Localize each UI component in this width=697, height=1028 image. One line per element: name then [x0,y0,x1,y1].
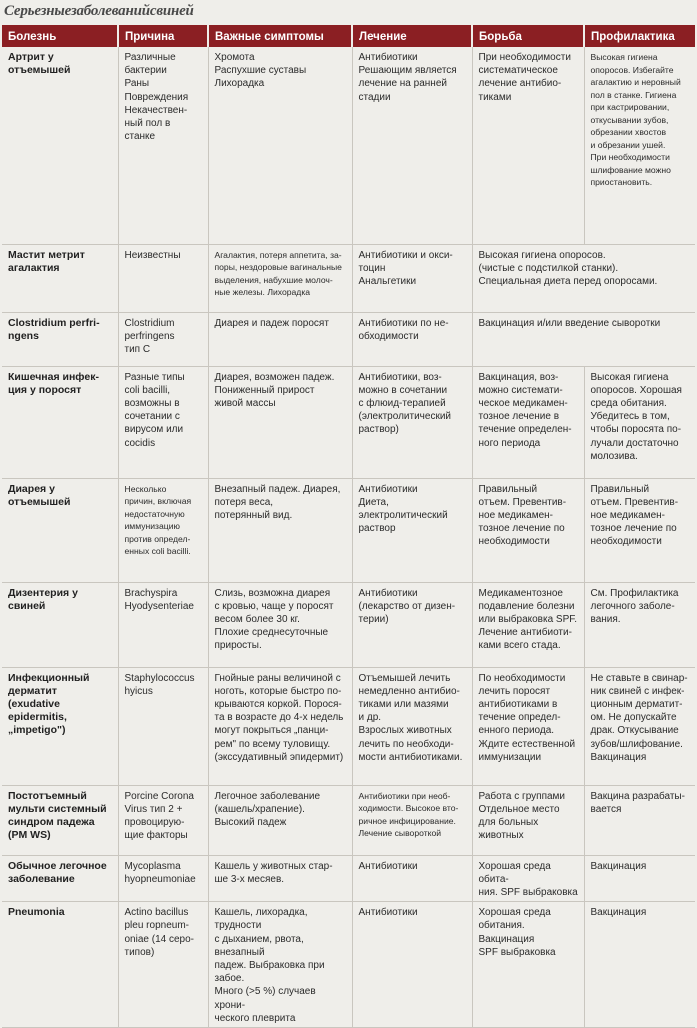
control-cell: При необходимости систематическое лечение антибио- тиками [472,47,584,244]
header-control: Борьба [472,25,584,47]
treatment-cell: Антибиотики Диета, электролитический раствор [352,478,472,582]
disease-cell: Инфекционный дерматит (exudative epidermitis, „impetigo") [2,667,118,785]
control-cell: Вакцинация и/или введение сыворотки [472,312,695,366]
disease-cell: Pneumonia [2,902,118,1028]
header-disease: Болезнь [2,25,118,47]
symptoms-cell: Хромота Распухшие суставы Лихорадка [208,47,352,244]
control-cell: Работа с группами Отдельное место для больных животных [472,785,584,855]
symptoms-cell: Диарея и падеж поросят [208,312,352,366]
control-cell: По необходимости лечить поросят антибиотиками в течение определ- енного периода. Ждите естественной иммунизации [472,667,584,785]
prevention-cell: Вакцинация [584,902,695,1028]
prevention-cell: Высокая гигиена опоросов. Хорошая среда обитания. Убедитесь в том, чтобы поросята по- лучали достаточно молозива. [584,366,695,478]
symptoms-cell: Внезапный падеж. Диарея, потеря веса, потерянный вид. [208,478,352,582]
treatment-cell: Антибиотики [352,855,472,902]
treatment-cell: Антибиотики, воз- можно в сочетании с флюид-терапией (электролитический раствор) [352,366,472,478]
table-row [2,785,695,855]
prevention-cell: Правильный отъем. Превентив- ное медикамен- тозное лечение по необходимости [584,478,695,582]
treatment-cell: Антибиотики и окси- тоцин Анальгетики [352,244,472,312]
cause-cell: Clostridium perfringens тип С [118,312,208,366]
table-row [2,855,695,902]
control-cell: Хорошая среда обита- ния. SPF выбраковка [472,855,584,902]
header-row [2,25,695,47]
table-row [2,366,695,478]
table-row [2,47,695,244]
symptoms-cell: Агалактия, потеря аппетита, за- поры, нездоровые вагинальные выделения, набухшие молоч- ные железы. Лихорадка [208,244,352,312]
control-cell: Высокая гигиена опоросов. (чистые с подстилкой станки). Специальная диета перед опоросами. [472,244,695,312]
disease-cell: Мастит метрит агалактия [2,244,118,312]
prevention-cell: См. Профилактика легочного заболе- вания. [584,582,695,667]
control-cell: Медикаментозное подавление болезни или выбраковка SPF. Лечение антибиоти- ками всего стада. [472,582,584,667]
symptoms-cell: Слизь, возможна диарея с кровью, чаще у поросят весом более 30 кг. Плохие среднесуточные приросты. [208,582,352,667]
disease-cell: Дизентерия у свиней [2,582,118,667]
treatment-cell: Антибиотики (лекарство от дизен- терии) [352,582,472,667]
table-row [2,244,695,312]
treatment-cell: Антибиотики Решающим является лечение на ранней стадии [352,47,472,244]
header-prevention: Профилактика [584,25,695,47]
cause-cell: Неизвестны [118,244,208,312]
cause-cell: Различные бактерии Раны Повреждения Некачествен- ный пол в станке [118,47,208,244]
table-row [2,582,695,667]
document-title: Серьезныезаболеванийсвиней [4,3,194,19]
cause-cell: Mycoplasma hyopneumoniae [118,855,208,902]
treatment-cell: Антибиотики при необ- ходимости. Высокое вто- ричное инфицирование. Лечение сывороткой [352,785,472,855]
cause-cell: Разные типы coli bacilli, возможны в сочетании с вирусом или cocidis [118,366,208,478]
cause-cell: Staphylococcus hyicus [118,667,208,785]
treatment-cell: Антибиотики [352,902,472,1028]
diseases-table [2,25,695,1028]
prevention-cell: Не ставьте в свинар- ник свиней с инфек- ционным дерматит- ом. Не допускайте драк. Откусывание зубов/шлифование. Вакцинация [584,667,695,785]
symptoms-cell: Диарея, возможен падеж. Пониженный прирост живой массы [208,366,352,478]
control-cell: Правильный отъем. Превентив- ное медикамен- тозное лечение по необходимости [472,478,584,582]
table-row [2,478,695,582]
disease-cell: Clostridium perfri- ngens [2,312,118,366]
cause-cell: Brachyspira Hyodysenteriae [118,582,208,667]
table-row [2,902,695,1028]
disease-cell: Обычное легочное заболевание [2,855,118,902]
header-treatment: Лечение [352,25,472,47]
header-cause: Причина [118,25,208,47]
treatment-cell: Отъемышей лечить немедленно антибио- тиками или мазями и др. Взрослых животных лечить по необходи- мости антибиотиками. [352,667,472,785]
disease-cell: Артрит у отъемышей [2,47,118,244]
control-cell: Хорошая среда обитания. Вакцинация SPF выбраковка [472,902,584,1028]
table-row [2,667,695,785]
control-cell: Вакцинация, воз- можно системати- ческое медикамен- тозное лечение в течение определен- ного периода [472,366,584,478]
symptoms-cell: Легочное заболевание (кашель/храпение). Высокий падеж [208,785,352,855]
prevention-cell: Вакцинация [584,855,695,902]
disease-cell: Диарея у отъемышей [2,478,118,582]
cause-cell: Actino bacillus pleu ropneum- oniae (14 серо- типов) [118,902,208,1028]
prevention-cell: Высокая гигиена опоросов. Избегайте агалактию и неровный пол в станке. Гигиена при кастрировании, откусывании зубов, обрезании хвостов и обрезании ушей. При необходимости шлифование можно приостановить. [584,47,695,244]
symptoms-cell: Кашель, лихорадка, трудности с дыханием, рвота, внезапный падеж. Выбраковка при забое. Много (>5 %) случаев хрони- ческого плеврита [208,902,352,1028]
header-symptoms: Важные симптомы [208,25,352,47]
table-row [2,312,695,366]
disease-cell: Постотъемный мульти системный синдром падежа (PM WS) [2,785,118,855]
prevention-cell: Вакцина разрабаты- вается [584,785,695,855]
cause-cell: Несколько причин, включая недостаточную иммунизацию против определ- енных coli bacilli. [118,478,208,582]
cause-cell: Porcine Corona Virus тип 2 + провоцирую- щие факторы [118,785,208,855]
disease-cell: Кишечная инфек- ция у поросят [2,366,118,478]
treatment-cell: Антибиотики по не- обходимости [352,312,472,366]
symptoms-cell: Кашель у животных стар- ше 3-х месяев. [208,855,352,902]
symptoms-cell: Гнойные раны величиной с ноготь, которые быстро по- крываются коркой. Порося- та в возрасте до 4-х недель могут покрыться „панци- рем" по всему туловищу. (экссудативный эпидермит) [208,667,352,785]
